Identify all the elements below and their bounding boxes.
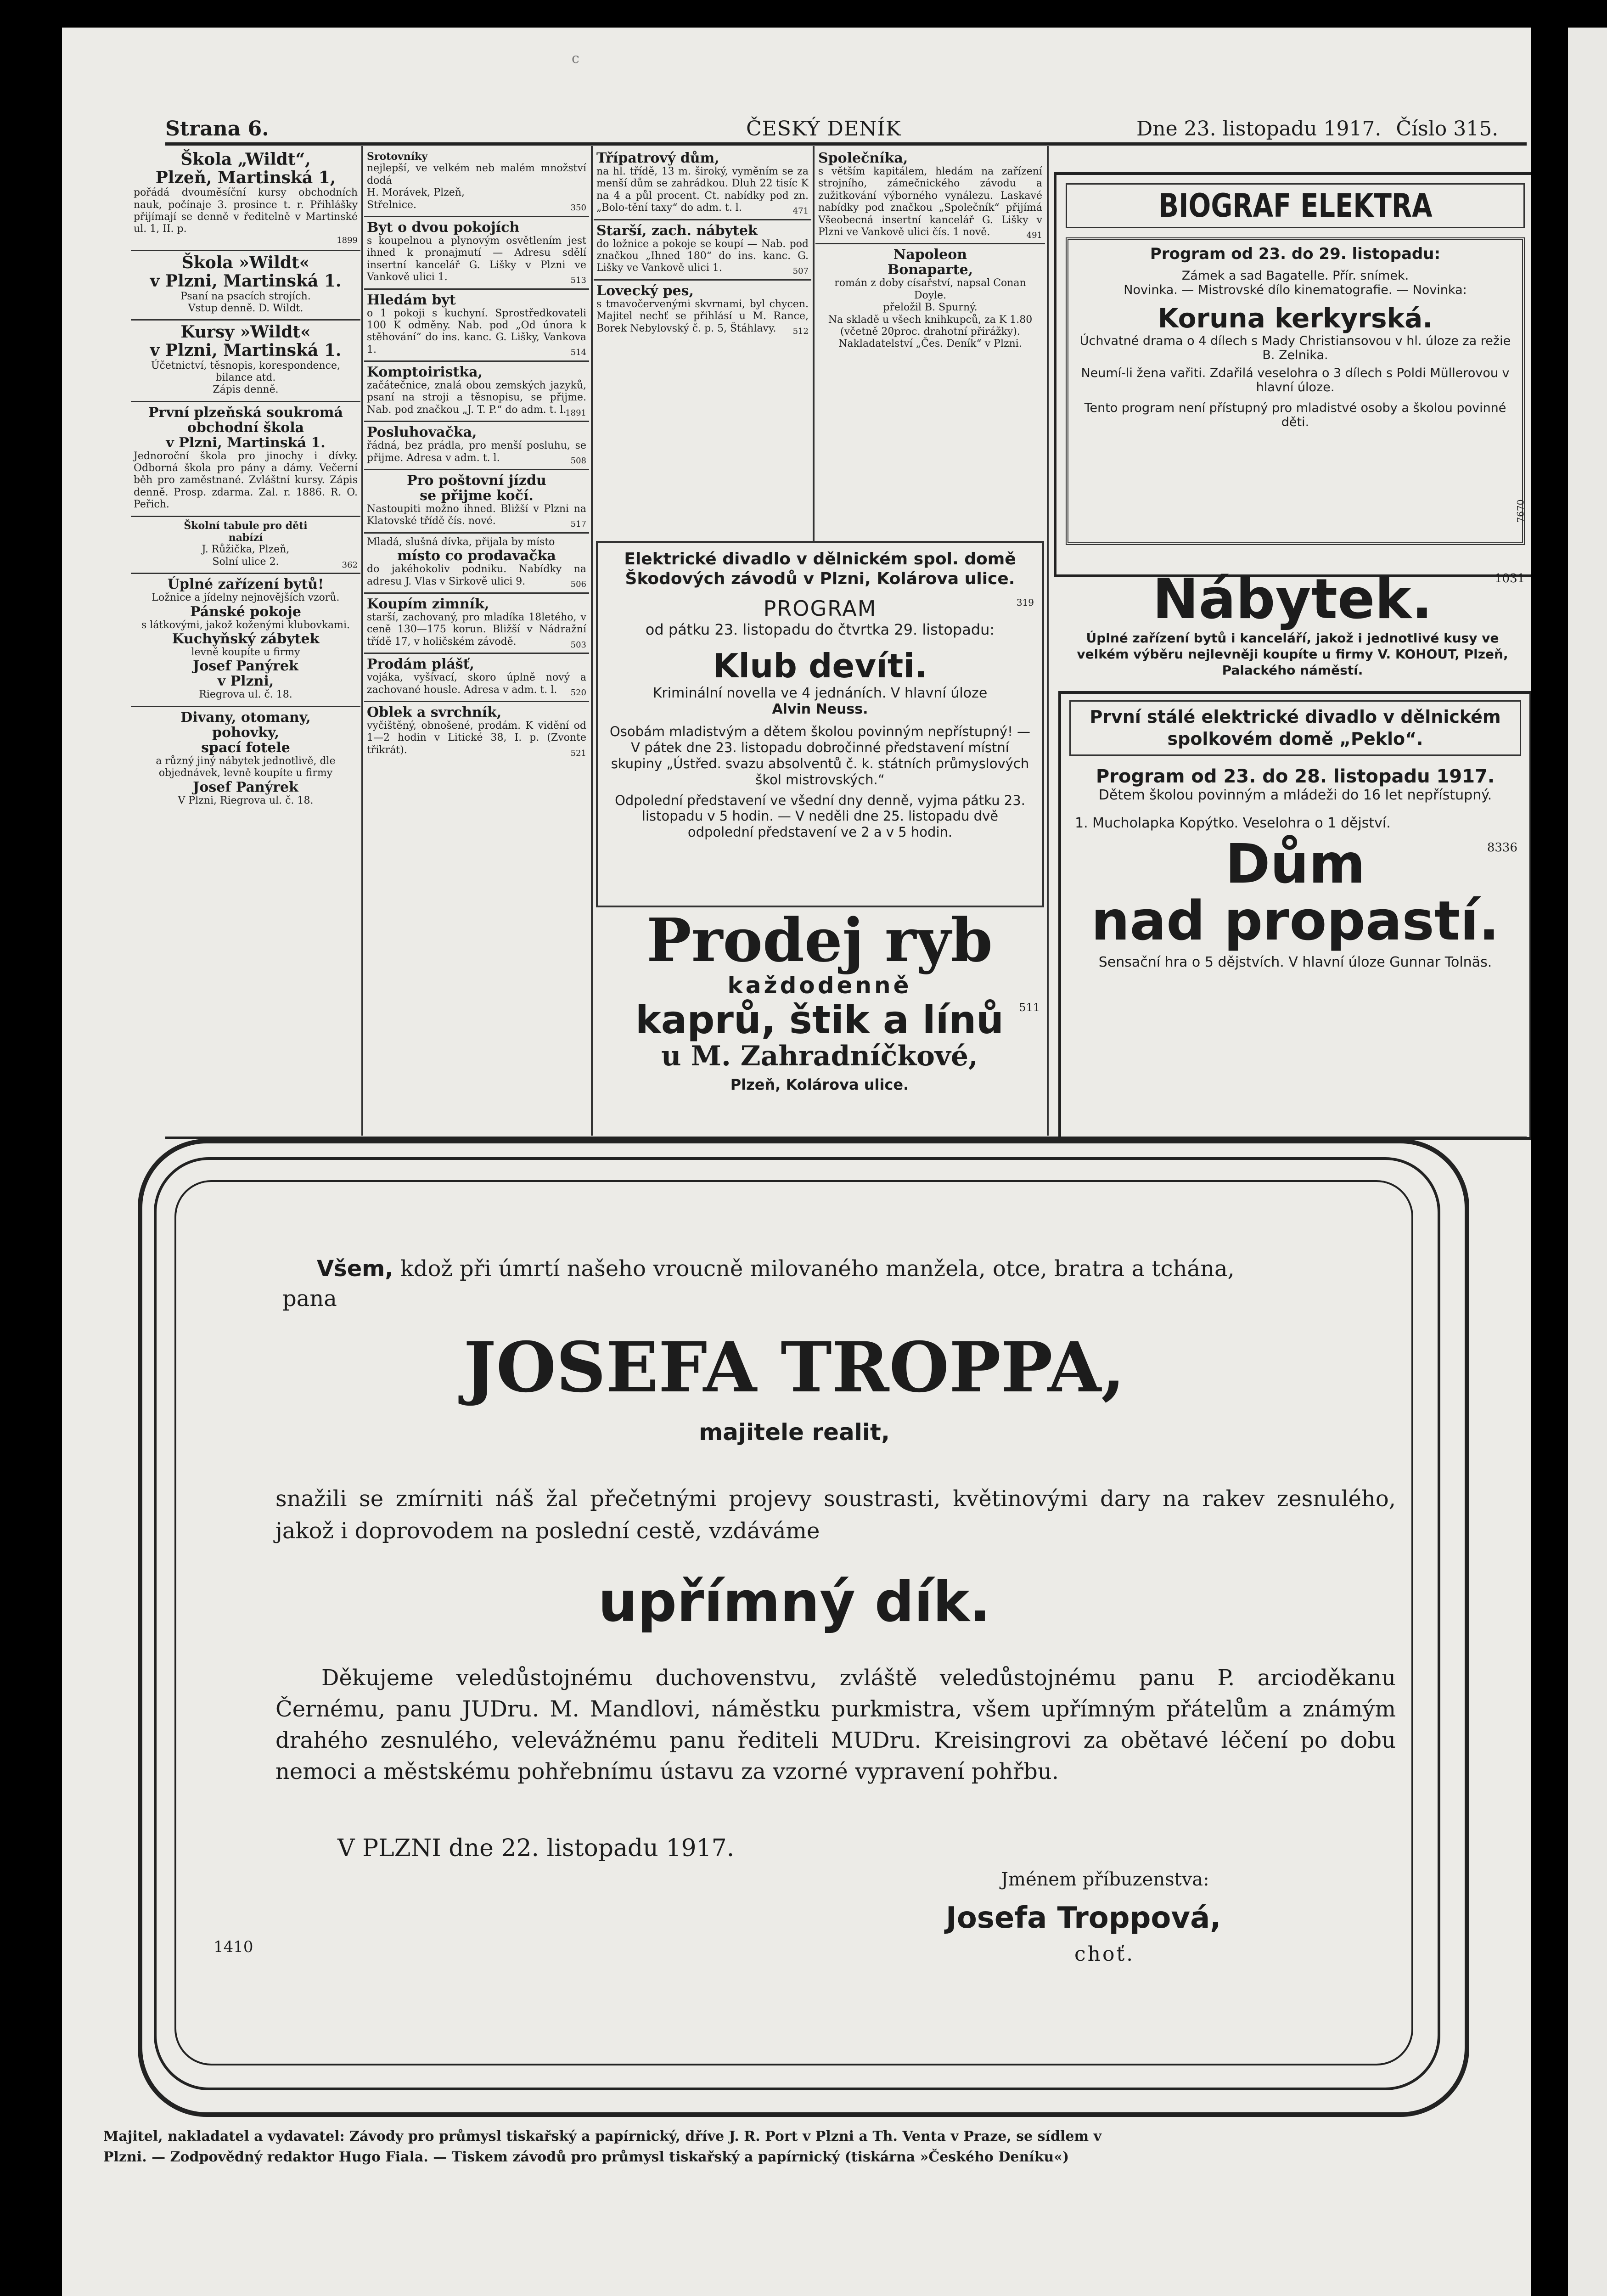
ad-text: vyčištěný, obnošené, prodám. K vidění od 1—2 hodin v Litické 38, I. p. (Zvonte třikrát). bbox=[367, 720, 586, 756]
ad-postal-coachman bbox=[364, 470, 589, 534]
ad-heading: Komptoiristka, bbox=[367, 364, 483, 381]
column-3b bbox=[815, 148, 1045, 355]
program-dates: Program od 23. do 29. listopadu: bbox=[1150, 245, 1441, 263]
ad-text: V Plzni, Riegrova ul. č. 18. bbox=[178, 794, 314, 806]
ad-komptoiristka bbox=[364, 362, 589, 422]
ad-panyrek-divans bbox=[131, 707, 360, 811]
film-description: Úchvatné drama o 4 dílech s Mady Christiansovou v hl. úloze za režie B. Zelnika. bbox=[1079, 334, 1511, 362]
ad-fish-sale bbox=[595, 905, 1045, 1139]
ad-peklo-cinema bbox=[1058, 691, 1531, 1140]
ad-heading: První plzeňská soukromá obchodní škola v Plzni, Martinská 1. bbox=[148, 404, 343, 451]
ad-wildt-courses bbox=[131, 321, 360, 402]
notice-behalf: Jménem příbuzenstva: bbox=[1001, 1869, 1209, 1890]
imprint-line-2: Plzni. — Zodpovědný redaktor Hugo Fiala. — Tiskem závodů pro průmysl tiskařský a papírnický (tiskárna »Českého Deníku«) bbox=[103, 2149, 1069, 2165]
ad-heading: Kursy »Wildt« v Plzni, Martinská 1. bbox=[150, 322, 342, 360]
ad-wildt-typing bbox=[131, 251, 360, 321]
ad-number: 350 bbox=[570, 203, 586, 213]
ad-heading: Byt o dvou pokojích bbox=[367, 219, 520, 236]
ad-text: pořádá dvouměsíční kursy obchodních nauk, počínaje 3. prosince t. r. Přihlášky přijímají se denně v ředitelně v Martinské ul. 1, II. p. bbox=[134, 187, 358, 235]
ad-subheading: Josef Panýrek bbox=[193, 779, 298, 795]
ad-subheading: Pánské pokoje bbox=[190, 603, 301, 620]
notice-intro bbox=[317, 1256, 1396, 1282]
ad-number: 506 bbox=[570, 580, 586, 590]
ad-text: Účetnictví, těsnopis, korespondence, bilance atd. Zápis denně. bbox=[151, 360, 340, 396]
ad-heading: Prodám plášť, bbox=[367, 656, 474, 673]
ad-fish-types: kaprů, štik a línů bbox=[635, 997, 1004, 1042]
ad-heading: Lovecký pes, bbox=[596, 282, 694, 299]
ad-text: o 1 pokoji s kuchyní. Sprostředkovateli 100 K odměny. Nab. pod „Od února k stěhování“ do ins. kanc. G. Lišky, Vankova 1. bbox=[367, 307, 586, 355]
ad-klub-deviti bbox=[596, 541, 1044, 907]
ad-heading: Školní tabule pro děti nabízí bbox=[184, 519, 308, 544]
ad-text: a různý jiný nábytek jednotlivě, dle objednávek, levně koupíte u firmy bbox=[156, 755, 336, 779]
notice-wife: choť. bbox=[1074, 1942, 1135, 1966]
film-title: Klub devíti. bbox=[713, 647, 927, 686]
notice-widow: Josefa Troppová, bbox=[946, 1901, 1221, 1935]
ad-posluhovacka bbox=[364, 422, 589, 470]
program-item: Zámek a sad Bagatelle. Přír. snímek. bbox=[1181, 269, 1409, 283]
column-divider bbox=[813, 146, 815, 541]
ad-text: s koupelnou a plynovým osvětlením jest ihned k pronajmutí — Adresu sdělí insertní kancelář G. Lišky v Plzni ve Vankově ulici 1. bbox=[367, 235, 586, 283]
ad-number: 511 bbox=[1019, 1001, 1040, 1014]
ad-subheading: Kuchyňský zábytek bbox=[172, 630, 320, 647]
notice-gratitude: Děkujeme veledůstojnému duchovenstvu, zvláště veledůstojnému panu P. arcioděkanu Černému, panu JUDru. M. Mandlovi, náměstku purkmistra, všem upřímným přátelům a známým drahého zesnulého, velevážnému panu řediteli MUDru. Kreisingrovi za obětavé léčení po dobu nemoci a městskému pohřebnímu ústavu za vzorné vypravení pohřbu. bbox=[275, 1665, 1396, 1785]
ad-number: 508 bbox=[570, 456, 586, 466]
ad-subheading: každodenně bbox=[727, 972, 912, 999]
ad-text: řádná, bez prádla, pro menší posluhu, se přijme. Adresa v adm. t. l. bbox=[367, 440, 586, 464]
thanks-notice bbox=[193, 1249, 1396, 2053]
ad-number: 1899 bbox=[337, 235, 358, 245]
column-divider bbox=[1047, 146, 1049, 1136]
ad-seller: u M. Zahradníčkové, bbox=[661, 1040, 978, 1072]
ad-suit-overcoat bbox=[364, 702, 589, 761]
ad-two-room-flat bbox=[364, 217, 589, 290]
program-notice: Dětem školou povinným a mládeži do 16 let nepřístupný. bbox=[1098, 787, 1492, 803]
ad-heading: Oblek a svrchník, bbox=[367, 704, 502, 720]
deceased-name: JOSEFA TROPPA, bbox=[463, 1327, 1125, 1408]
lead-actor: Alvin Neuss. bbox=[772, 701, 868, 718]
ad-address: Plzeň, Kolárova ulice. bbox=[730, 1075, 909, 1093]
ad-number: 362 bbox=[342, 560, 358, 570]
ad-heading: Škola »Wildt« v Plzni, Martinská 1. bbox=[150, 253, 342, 291]
ad-text: začátečnice, znalá obou zemských jazyků, psaní na stroji a těsnopisu, se přijme. Nab. pod značkou „J. T. P.“ do adm. t. l. bbox=[367, 380, 586, 416]
ad-heading: Prodej ryb bbox=[646, 905, 993, 975]
ad-text: Mladá, slušná dívka, přijala by místo bbox=[367, 536, 555, 548]
ad-nabytek bbox=[1054, 569, 1531, 684]
ad-heading: Škola „Wildt“, Plzeň, Martinská 1, bbox=[155, 150, 336, 187]
ad-text: nejlepší, ve velkém neb malém množství dodá H. Morávek, Plzeň, Střelnice. bbox=[367, 163, 586, 211]
ad-heading: Úplné zařízení bytů! bbox=[167, 576, 324, 593]
ad-title: Nábytek. bbox=[1152, 568, 1433, 631]
ad-text: s větším kapitálem, hledám na zařízení strojního, zámečnického závodu a zužitkování výborného vynálezu. Laskavé nabídky pod značkou „Společník“ přijímá Všeobecná insertní kancelář G. Lišky v Plzni ve Vankově ulici čís. 1 nově. bbox=[818, 166, 1042, 238]
ad-three-storey-house bbox=[594, 148, 811, 220]
ad-text: do jakéhokoliv podniku. Nabídky na adresu J. Vlas v Sirkově ulici 9. bbox=[367, 563, 586, 587]
ad-text: Ložnice a jídelny nejnovějších vzorů. bbox=[152, 592, 340, 604]
ad-heading: Hledám byt bbox=[367, 292, 456, 308]
ad-business-school bbox=[131, 402, 360, 517]
film-subtitle: Kriminální novella ve 4 jednáních. V hlavní úloze bbox=[652, 685, 988, 702]
ad-text: Osobám mladistvým a dětem školou povinným nepřístupný! — V pátek dne 23. listopadu dobročinné představení místní skupiny „Ústřed. svazu absolventů č. k. státních průmyslových škol mistrovských.“ bbox=[609, 724, 1031, 788]
program-item: Neumí-li žena vařiti. Zdařilá veselohra o 3 dílech s Poldi Müllerovou v hlavní úloze. bbox=[1081, 366, 1510, 394]
notice-all: Všem, bbox=[317, 1256, 393, 1282]
ad-text: s tmavočervenými skvrnami, byl chycen. Majitel nechť se přihlásí u M. Rance, Borek Nebylovský č. p. 5, Štáhlavy. bbox=[596, 298, 809, 334]
page-number: Strana 6. bbox=[165, 117, 269, 141]
ad-number: 491 bbox=[1026, 230, 1042, 240]
ad-school-boards bbox=[131, 517, 360, 574]
ad-number: 319 bbox=[1016, 597, 1034, 608]
ad-heading: místo co prodavačka bbox=[397, 548, 556, 564]
ad-subheading: Josef Panýrek v Plzni, bbox=[193, 658, 298, 690]
page-mark: c bbox=[572, 51, 579, 67]
notice-thanks: upřímný dík. bbox=[598, 1570, 991, 1634]
ad-text: J. Růžička, Plzeň, Solní ulice 2. bbox=[202, 544, 290, 568]
notice-date: V PLZNI dne 22. listopadu 1917. bbox=[337, 1835, 735, 1862]
ad-heading: První stálé elektrické divadlo v dělnickém spolkovém domě „Peklo“. bbox=[1069, 700, 1521, 756]
masthead-title: ČESKÝ DENÍK bbox=[746, 117, 901, 141]
ad-number: 1891 bbox=[565, 408, 586, 418]
ad-number: 521 bbox=[570, 748, 586, 758]
ad-text: na hl. třídě, 13 m. široký, vyměním se za menší dům se zahrádkou. Dluh 22 tisíc K na 4 a půl procent. Ct. nabídky pod zn. „Bolo-tění taxy“ do adm. t. l. bbox=[596, 166, 809, 214]
ad-number: 8336 bbox=[1487, 841, 1517, 855]
ad-text: Nastoupiti možno ihned. Bližší v Plzni na Klatovské třídě čís. nové. bbox=[367, 503, 586, 527]
ad-heading: Společníka, bbox=[818, 150, 908, 166]
ad-panyrek-furnishing bbox=[131, 574, 360, 707]
notice-intro-text: kdož při úmrtí našeho vroucně milovaného manžela, otce, bratra a tchána, bbox=[400, 1256, 1235, 1282]
ad-text: starší, zachovaný, pro mladíka 18letého, v ceně 130—175 korun. Bližší v Nádražní třídě 17, v holičském závodě. bbox=[367, 611, 586, 647]
ad-biograf-elektra bbox=[1054, 172, 1531, 577]
ad-text: Jednoroční škola pro jinochy i dívky. Odborná škola pro pány a dámy. Večerní běh pro zaměstnané. Zvláštní kursy. Zápis denně. Prosp. zdarma. Zal. r. 1886. R. O. Peřich. bbox=[134, 450, 358, 511]
imprint-line-1: Majitel, nakladatel a vydavatel: Závody pro průmysl tiskařský a papírnický, dříve J. R. Port v Plzni a Th. Venta v Praze, se sídlem v bbox=[103, 2128, 1102, 2144]
column-divider bbox=[591, 146, 593, 1136]
header-rule bbox=[165, 142, 1527, 146]
ad-number: 1031 bbox=[1495, 572, 1525, 585]
ad-saleswoman bbox=[364, 534, 589, 594]
program-notice: Tento program není přístupný pro mladistvé osoby a školou povinné děti. bbox=[1084, 401, 1506, 429]
cinema-name: BIOGRAF ELEKTRA bbox=[1158, 187, 1433, 225]
film-description: Sensační hra o 5 dějstvích. V hlavní úloze Gunnar Tolnäs. bbox=[1098, 954, 1492, 970]
ad-number: 513 bbox=[570, 275, 586, 285]
ad-heading: Starší, zach. nábytek bbox=[596, 222, 758, 239]
film-title: Dům nad propastí. bbox=[1091, 832, 1500, 952]
column-1 bbox=[131, 148, 360, 811]
ad-text: román z doby císařství, napsal Conan Doyle. přeložil B. Spurný. Na skladě u všech knihkupců, za K 1.80 (včetně 20proc. drahotní přirážky). Nakladatelství „Čes. Deník“ v Plzni. bbox=[828, 277, 1033, 350]
ad-number: 503 bbox=[570, 640, 586, 650]
ad-number: 517 bbox=[570, 519, 586, 529]
issue-date bbox=[1136, 117, 1498, 141]
ad-heading: Divany, otomany, pohovky, spací fotele bbox=[180, 709, 311, 756]
ad-winter-coat bbox=[364, 594, 589, 654]
ad-heading: Třípatrový dům, bbox=[596, 150, 719, 166]
ad-cloak bbox=[364, 654, 589, 702]
ad-looking-for-flat bbox=[364, 290, 589, 362]
deceased-role: majitele realit, bbox=[699, 1419, 890, 1446]
ad-number: 512 bbox=[792, 326, 809, 337]
ad-number: 514 bbox=[570, 348, 586, 358]
ad-text: Psaní na psacích strojích. Vstup denně. D. Wildt. bbox=[180, 290, 311, 314]
ad-wildt-school bbox=[131, 148, 360, 251]
ad-hunting-dog bbox=[594, 281, 811, 339]
program-dates: od pátku 23. listopadu do čtvrtka 29. listopadu: bbox=[645, 621, 995, 639]
ad-number: 7670 bbox=[1515, 499, 1526, 523]
program-item: 1. Mucholapka Kopýtko. Veselohra o 1 dějství. bbox=[1075, 815, 1391, 831]
ad-number: 520 bbox=[570, 688, 586, 698]
ad-text: vojáka, vyšívací, skoro úplně nový a zachované housle. Adresa v adm. t. l. bbox=[367, 672, 586, 696]
ad-heading: Srotovníky bbox=[367, 151, 428, 163]
ad-text: do ložnice a pokoje se koupí — Nab. pod značkou „Ihned 180“ do ins. kanc. G. Lišky ve Vankově ulici 1. bbox=[596, 238, 809, 274]
film-title: Koruna kerkyrská. bbox=[1157, 303, 1433, 334]
ad-heading: Napoleon Bonaparte, bbox=[887, 247, 973, 278]
issue-number: Číslo 315. bbox=[1396, 117, 1499, 141]
adjacent-page-edge bbox=[1568, 28, 1607, 2296]
program-label: PROGRAM bbox=[763, 596, 877, 621]
notice-paragraph: snažili se zmírniti náš žal přečetnými projevy soustrasti, květinovými dary na rakev zesnulého, jakož i doprovodem na poslední cestě, vzdáváme bbox=[275, 1486, 1396, 1544]
ad-heading: Posluhovačka, bbox=[367, 424, 477, 441]
column-2 bbox=[364, 148, 589, 761]
program-dates: Program od 23. do 28. listopadu 1917. bbox=[1096, 766, 1495, 787]
ad-text: Riegrova ul. č. 18. bbox=[199, 689, 292, 701]
program-item: Novinka. — Mistrovské dílo kinematografie. — Novinka: bbox=[1124, 283, 1467, 297]
ad-heading: Elektrické divadlo v dělnickém spol. domě Škodových závodů v Plzni, Kolárova ulice. bbox=[624, 550, 1016, 589]
ad-napoleon-book bbox=[815, 244, 1045, 355]
date-text: Dne 23. listopadu 1917. bbox=[1136, 117, 1382, 141]
notice-pana: pana bbox=[282, 1286, 337, 1311]
ad-number: 507 bbox=[792, 266, 809, 276]
ad-title bbox=[1066, 183, 1525, 228]
ad-number: 471 bbox=[792, 206, 809, 216]
ad-srotovniky bbox=[364, 148, 589, 217]
ad-text: s látkovými, jakož koženými klubovkami. bbox=[141, 619, 350, 631]
ad-heading: Pro poštovní jízdu se přijme kočí. bbox=[407, 473, 546, 504]
column-3a bbox=[594, 148, 811, 339]
program-box bbox=[1066, 237, 1525, 545]
ad-text: Odpolední představení ve všední dny denně, vyjma pátku 23. listopadu v 5 hodin. — V neděli dne 25. listopadu dvě odpolední představení ve 2 a v 5 hodin. bbox=[615, 792, 1025, 840]
ad-heading: Koupím zimník, bbox=[367, 596, 489, 612]
ad-old-furniture bbox=[594, 220, 811, 281]
ad-text: Úplné zařízení bytů i kanceláří, jakož i jednotlivé kusy ve velkém výběru nejlevněji koupíte u firmy V. KOHOUT, Plzeň, Palackého náměstí. bbox=[1077, 630, 1508, 678]
ad-partner-wanted bbox=[815, 148, 1045, 244]
ad-text: levně koupíte u firmy bbox=[191, 646, 300, 658]
notice-number: 1410 bbox=[214, 1938, 253, 1956]
column-divider bbox=[361, 146, 363, 1136]
